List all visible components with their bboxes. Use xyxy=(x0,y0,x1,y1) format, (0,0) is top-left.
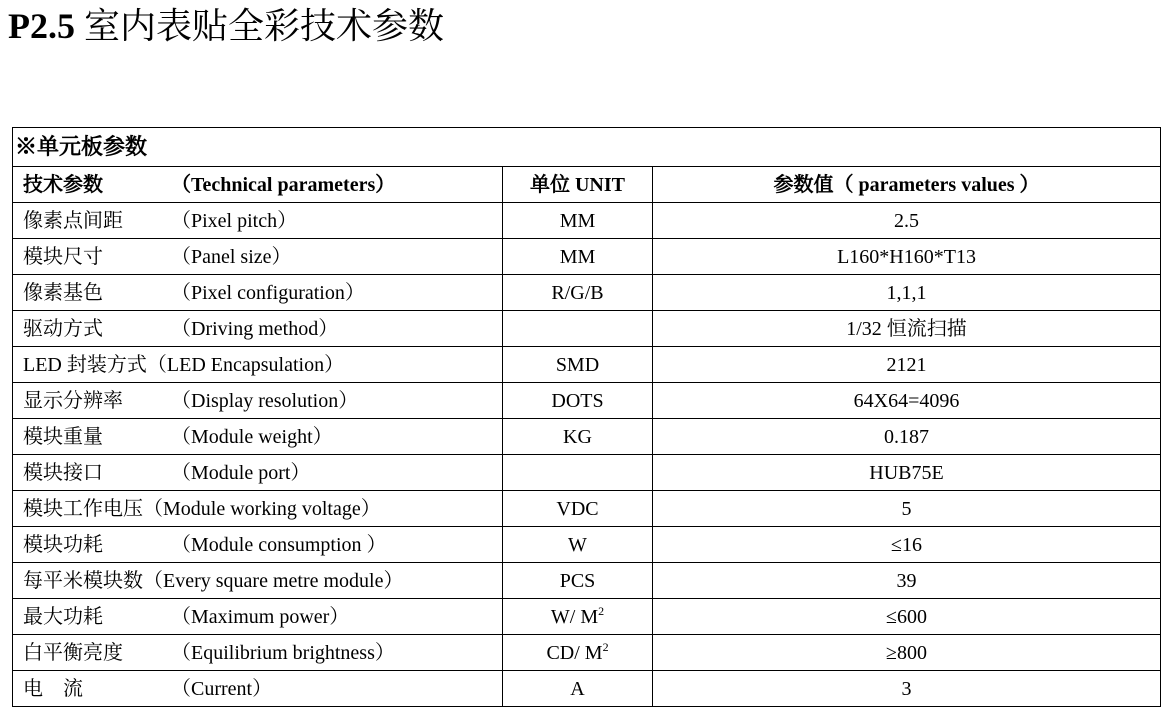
param-cn: 像素基色 xyxy=(23,281,103,304)
param-en: （Module consumption ） xyxy=(171,533,387,556)
unit-cell: MM xyxy=(503,203,653,239)
param-cn: 白平衡亮度 xyxy=(23,641,123,664)
table-row xyxy=(13,455,1161,491)
unit-superscript: 2 xyxy=(598,603,605,618)
table-row xyxy=(13,347,1161,383)
header-value: 参数值（ parameters values ） xyxy=(653,167,1161,203)
param-cell xyxy=(13,635,503,671)
param-cn: LED 封装方式 xyxy=(23,353,147,376)
unit-cell xyxy=(503,311,653,347)
value-cell: ≤600 xyxy=(653,599,1161,635)
param-cn: 模块功耗 xyxy=(23,533,103,556)
param-en: （Equilibrium brightness） xyxy=(171,641,395,664)
param-en: （Display resolution） xyxy=(171,389,359,412)
unit-cell: PCS xyxy=(503,563,653,599)
spec-table xyxy=(12,127,1161,707)
unit-cell: MM xyxy=(503,239,653,275)
value-cell: HUB75E xyxy=(653,455,1161,491)
value-cell: 5 xyxy=(653,491,1161,527)
header-unit: 单位 UNIT xyxy=(503,167,653,203)
table-row xyxy=(13,383,1161,419)
unit-cell: W xyxy=(503,527,653,563)
value-cell: 3 xyxy=(653,671,1161,707)
param-cell xyxy=(13,419,503,455)
param-en: （Panel size） xyxy=(171,245,292,268)
value-cell: L160*H160*T13 xyxy=(653,239,1161,275)
param-en: （Module working voltage） xyxy=(143,497,381,520)
table-row xyxy=(13,671,1161,707)
unit-cell: R/G/B xyxy=(503,275,653,311)
param-en: （Current） xyxy=(171,677,273,700)
value-cell: 64X64=4096 xyxy=(653,383,1161,419)
header-param-cn: 技术参数 xyxy=(23,173,103,196)
param-cell xyxy=(13,203,503,239)
unit-superscript: 2 xyxy=(602,639,609,654)
param-cn: 显示分辨率 xyxy=(23,389,123,412)
param-cell xyxy=(13,527,503,563)
value-cell: ≥800 xyxy=(653,635,1161,671)
param-en: （Module weight） xyxy=(171,425,333,448)
param-cn: 最大功耗 xyxy=(23,605,103,628)
unit-cell xyxy=(503,635,653,671)
value-cell: 0.187 xyxy=(653,419,1161,455)
param-cell xyxy=(13,563,503,599)
header-param xyxy=(13,167,503,203)
param-cell xyxy=(13,347,503,383)
table-row xyxy=(13,563,1161,599)
param-cell xyxy=(13,275,503,311)
param-en: （Pixel configuration） xyxy=(171,281,365,304)
param-cell xyxy=(13,455,503,491)
param-cn: 每平米模块数 xyxy=(23,569,143,592)
table-row xyxy=(13,311,1161,347)
table-row xyxy=(13,203,1161,239)
header-param-en: （Technical parameters） xyxy=(171,173,396,196)
param-en: （Maximum power） xyxy=(171,605,350,628)
param-cn: 像素点间距 xyxy=(23,209,123,232)
page-title xyxy=(8,4,444,48)
param-cell xyxy=(13,599,503,635)
param-en: （Driving method） xyxy=(171,317,339,340)
param-en: （Module port） xyxy=(171,461,311,484)
table-row xyxy=(13,239,1161,275)
unit-base: W/ M xyxy=(550,605,599,628)
unit-cell: VDC xyxy=(503,491,653,527)
unit-cell: KG xyxy=(503,419,653,455)
table-row xyxy=(13,527,1161,563)
param-cn: 驱动方式 xyxy=(23,317,103,340)
table-row xyxy=(13,599,1161,635)
unit-cell: DOTS xyxy=(503,383,653,419)
section-title: ※单元板参数 xyxy=(13,128,1161,167)
value-cell: 1/32 恒流扫描 xyxy=(653,311,1161,347)
param-cn: 电 流 xyxy=(23,677,83,700)
param-en: （Every square metre module） xyxy=(143,569,404,592)
param-cell xyxy=(13,491,503,527)
param-cn: 模块工作电压 xyxy=(23,497,143,520)
section-header-row xyxy=(13,128,1161,167)
title-text: 室内表贴全彩技术参数 xyxy=(84,6,445,46)
param-cell xyxy=(13,311,503,347)
unit-base: CD/ M xyxy=(546,641,603,664)
unit-cell xyxy=(503,599,653,635)
table-row xyxy=(13,275,1161,311)
param-en: （Pixel pitch） xyxy=(171,209,298,232)
param-cell xyxy=(13,383,503,419)
value-cell: ≤16 xyxy=(653,527,1161,563)
param-cn: 模块接口 xyxy=(23,461,103,484)
param-cn: 模块尺寸 xyxy=(23,245,103,268)
unit-cell xyxy=(503,455,653,491)
table-row xyxy=(13,419,1161,455)
table-row xyxy=(13,635,1161,671)
param-cell xyxy=(13,239,503,275)
unit-cell: SMD xyxy=(503,347,653,383)
title-code: P2.5 xyxy=(8,6,75,46)
column-header-row xyxy=(13,167,1161,203)
param-cn: 模块重量 xyxy=(23,425,103,448)
unit-cell: A xyxy=(503,671,653,707)
table-row xyxy=(13,491,1161,527)
param-cell xyxy=(13,671,503,707)
param-en: （LED Encapsulation） xyxy=(146,353,345,376)
value-cell: 2121 xyxy=(653,347,1161,383)
value-cell: 1,1,1 xyxy=(653,275,1161,311)
value-cell: 2.5 xyxy=(653,203,1161,239)
value-cell: 39 xyxy=(653,563,1161,599)
